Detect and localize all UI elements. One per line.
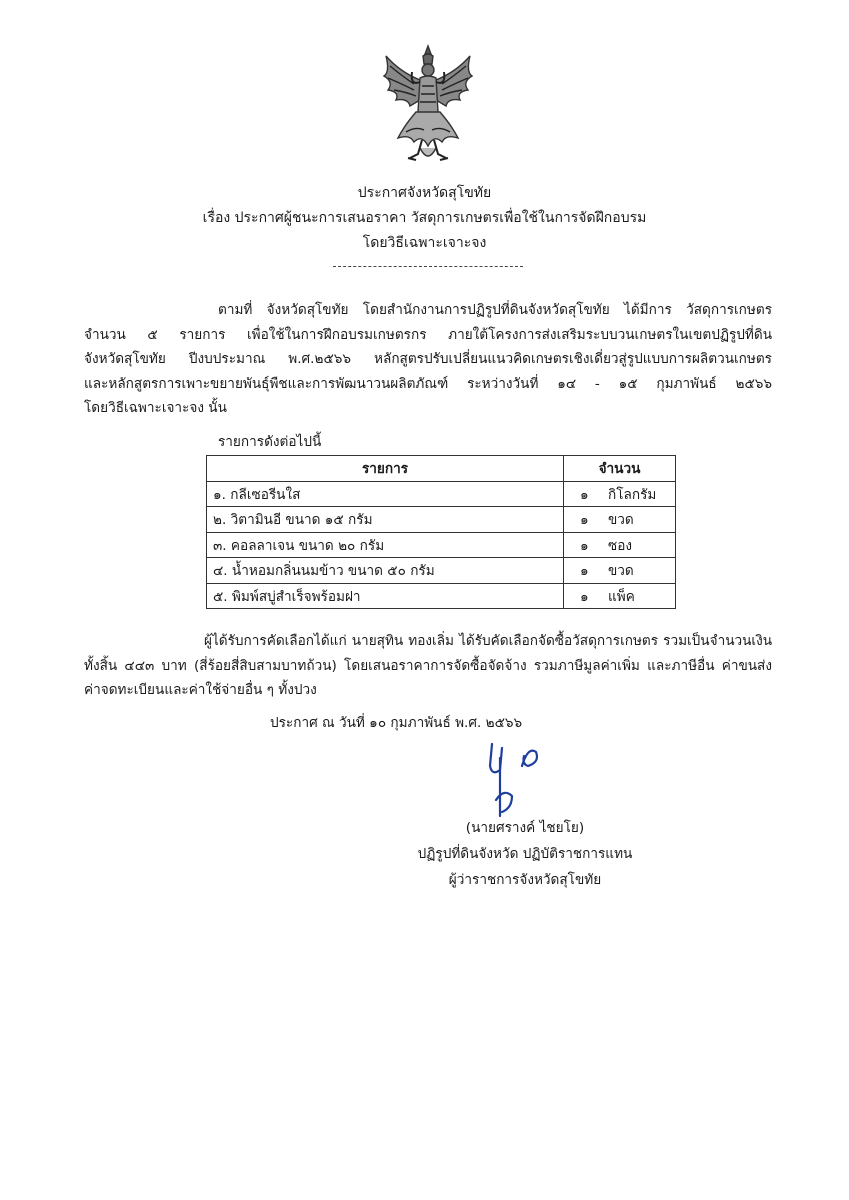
intro-line: จังหวัดสุโขทัย ปีงบประมาณ พ.ศ.๒๕๖๖ หลักสูตรปรับเปลี่ยนแนวคิดเกษตรเชิงเดี่ยวสู่รูปแบบการผลิตวนเกษตร (84, 351, 772, 367)
quantity-unit: ขวด (608, 512, 634, 529)
item-name: ๔. น้ำหอมกลิ่นนมข้าว ขนาด ๕๐ กรัม (207, 558, 564, 584)
winner-line: ค่าจดทะเบียนและค่าใช้จ่ายอื่น ๆ ทั้งปวง (84, 682, 317, 698)
intro-paragraph (84, 298, 772, 421)
garuda-emblem-icon (380, 42, 476, 166)
quantity-unit: แพ็ค (608, 588, 635, 605)
winner-line: ทั้งสิ้น ๔๔๓ บาท (สี่ร้อยสี่สิบสามบาทถ้วน) โดยเสนอราคาการจัดซื้อจัดจ้าง รวมภาษีมูลค่าเพิ่ม และภาษีอื่น ค่าขนส่ง (84, 657, 772, 674)
column-header-qty: จำนวน (564, 456, 676, 482)
document-subject: เรื่อง ประกาศผู้ชนะการเสนอราคา วัสดุการเกษตรเพื่อใช้ในการจัดฝึกอบรม (202, 210, 647, 226)
table-header-row (207, 456, 676, 482)
intro-line: และหลักสูตรการเพาะขยายพันธุ์พืชและการพัฒนาวนผลิตภัณฑ์ ระหว่างวันที่ ๑๔ - ๑๕ กุมภาพันธ์ ๒๕๖๖ (84, 375, 772, 392)
quantity-number: ๑ (580, 486, 589, 503)
item-name: ๓. คอลลาเจน ขนาด ๒๐ กรัม (207, 532, 564, 558)
table-row (207, 583, 676, 609)
table-row (207, 481, 676, 507)
column-header-item: รายการ (207, 456, 564, 482)
document-title: ประกาศจังหวัดสุโขทัย (357, 185, 492, 201)
table-row (207, 507, 676, 533)
quantity-number: ๑ (580, 588, 589, 605)
intro-line: ตามที่ จังหวัดสุโขทัย โดยสำนักงานการปฏิรูปที่ดินจังหวัดสุโขทัย ได้มีการ วัสดุการเกษตร (218, 302, 772, 318)
signatory-name: (นายศรางค์ ไชยโย) (465, 820, 585, 836)
item-quantity (564, 481, 676, 507)
list-label: รายการดังต่อไปนี้ (218, 434, 322, 450)
procurement-method: โดยวิธีเฉพาะเจาะจง (362, 235, 487, 251)
item-name: ๑. กลีเซอรีนใส (207, 481, 564, 507)
handwritten-signature (482, 736, 554, 826)
item-quantity (564, 507, 676, 533)
document-header (0, 181, 849, 256)
quantity-unit: ซอง (608, 537, 633, 554)
item-name: ๕. พิมพ์สบู่สำเร็จพร้อมฝา (207, 583, 564, 609)
table-row (207, 558, 676, 584)
item-quantity (564, 558, 676, 584)
announcement-date: ประกาศ ณ วันที่ ๑๐ กุมภาพันธ์ พ.ศ. ๒๕๖๖ (270, 715, 523, 731)
winner-paragraph (84, 629, 772, 703)
item-quantity (564, 583, 676, 609)
header-divider (333, 266, 523, 267)
winner-line: ผู้ได้รับการคัดเลือกได้แก่ นายสุทิน ทองเลิ่ม ได้รับคัดเลือกจัดซื้อวัสดุการเกษตร รวมเป็นจำนวนเงิน (204, 633, 772, 649)
item-quantity (564, 532, 676, 558)
items-table (206, 455, 676, 609)
signature-block (400, 815, 650, 893)
signatory-position: ปฏิรูปที่ดินจังหวัด ปฏิบัติราชการแทน (417, 846, 633, 862)
signatory-on-behalf: ผู้ว่าราชการจังหวัดสุโขทัย (448, 872, 602, 888)
quantity-unit: กิโลกรัม (608, 486, 657, 503)
intro-line: โดยวิธีเฉพาะเจาะจง นั้น (84, 400, 227, 416)
quantity-number: ๑ (580, 563, 589, 580)
quantity-unit: ขวด (608, 563, 634, 580)
quantity-number: ๑ (580, 512, 589, 529)
quantity-number: ๑ (580, 537, 589, 554)
intro-line: จำนวน ๕ รายการ เพื่อใช้ในการฝึกอบรมเกษตรกร ภายใต้โครงการส่งเสริมระบบวนเกษตรในเขตปฏิรูปที่ดิน (84, 326, 772, 343)
table-row (207, 532, 676, 558)
item-name: ๒. วิตามินอี ขนาด ๑๕ กรัม (207, 507, 564, 533)
